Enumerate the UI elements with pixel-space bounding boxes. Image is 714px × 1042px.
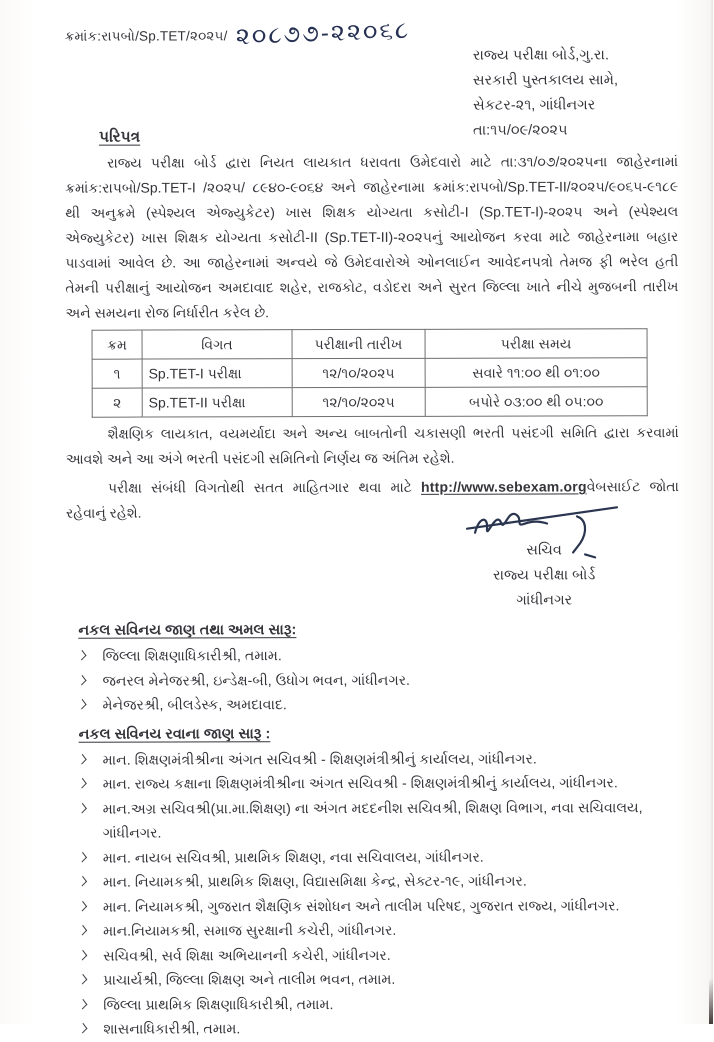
- cc-info-item-text: શાસનાધિકારીશ્રી, તમામ.: [103, 1021, 241, 1038]
- table-row: [92, 387, 647, 417]
- org-address-line2: સેકટર-૨૧, ગાંધીનગર: [472, 97, 596, 114]
- list-item: [79, 1016, 680, 1042]
- cc-info-item-text: માન. નાયબ સચિવશ્રી, પ્રાથમિક શિક્ષણ, નવા સચિવાલય, ગાંધીનગર.: [102, 849, 484, 867]
- signatory-org: રાજ્ય પરીક્ષા બોર્ડ: [492, 567, 596, 584]
- header-time: પરીક્ષા સમય: [425, 329, 647, 359]
- cell-serial: ૧: [92, 359, 142, 388]
- body-paragraph-1: રાજ્ય પરીક્ષા બોર્ડ દ્વારા નિયત લાયકાત ધરાવતા ઉમેદવારો માટે તા:૩૧/૦૭/૨૦૨૫ના જાહેરનામાં ક્રમાંક:રાપબો/Sp.TET-I /૨૦૨૫/ ૮૯૪૦-૯૦૬૪ અને જાહેરનામા ક્રમાંક:રાપબો/Sp.TET-II/૨૦૨૫/૯૦૬૫-૯૧૮૯ થી અનુક્રમે (સ્પેશ્યલ એજ્યુકેટર) ખાસ શિક્ષક યોગ્યતા કસોટી-I (Sp.TET-I)-૨૦૨૫ અને (સ્પેશ્યલ એજ્યુકેટર) ખાસ શિક્ષક યોગ્યતા કસોટી-II (Sp.TET-II)-૨૦૨૫નું આયોજન કરવા માટે જાહેરનામા બહાર પાડવામાં આવેલ છે. આ જાહેરનામાં અન્વયે જે ઉમેદવારોએ ઓનલાઈન આવેદનપત્રો તેમજ ફી ભરેલ હતી તેમની પરીક્ષાનું આયોજન અમદાવાદ શહેર, રાજકોટ, વડોદરા અને સુરત જિલ્લા ખાતે નીચે મુજબની તારીખ અને સમયના રોજ નિર્ધારીત કરેલ છે.: [65, 153, 679, 321]
- letterhead-address-block: [473, 43, 678, 144]
- arrow-bullet-icon: [79, 771, 91, 796]
- arrow-bullet-icon: [78, 643, 90, 668]
- cc-info-item-text: જિલ્લા પ્રાથમિક શિક્ષણાધિકારીશ્રી, તમામ.: [103, 996, 334, 1014]
- list-item: [78, 668, 679, 694]
- cc-info-item-text: માન. નિયામકશ્રી, પ્રાથમિક શિક્ષણ, વિદ્યાસમિક્ષા કેન્દ્ર, સેક્ટર-૧૯, ગાંધીનગર.: [102, 873, 527, 891]
- paragraph-3-text-before: પરીક્ષા સંબંધી વિગતોથી સતત માહિતગાર થવા માટે: [107, 478, 422, 496]
- circular-heading: પરિપત્ર: [98, 128, 141, 146]
- cell-time: સવારે ૧૧:૦૦ થી ૦૧:૦૦: [425, 358, 647, 388]
- signature-block: [435, 494, 653, 614]
- arrow-bullet-icon: [79, 942, 91, 967]
- list-item: [78, 643, 679, 669]
- cc-info-item-text: માન.અગ્ર સચિવશ્રી(પ્રા.મા.શિક્ષણ) ના અંગત મદદનીશ સચિવશ્રી, શિક્ષણ વિભાગ, નવા સચિવાલય, ગાંધીનગર.: [102, 799, 643, 842]
- list-item: [78, 692, 679, 718]
- signatory-designation: સચિવ: [526, 542, 562, 559]
- arrow-bullet-icon: [79, 844, 91, 869]
- header-serial: ક્રમ: [92, 330, 142, 359]
- list-item: [79, 918, 680, 944]
- cc-info-item-text: સચિવશ્રી, સર્વ શિક્ષા અભિયાનની કચેરી, ગાંધીનગર.: [103, 947, 391, 965]
- list-item: [79, 894, 680, 920]
- list-item: [79, 869, 680, 895]
- exam-schedule-table: [92, 328, 648, 417]
- cc-action-item-text: જનરલ મેનેજરશ્રી, ઇન્ડેક્ષ-બી, ઉધોગ ભવન, ગાંધીનગર.: [102, 672, 411, 690]
- list-item: [79, 845, 680, 871]
- cell-time: બપોરે ૦૩:૦૦ થી ૦૫:૦૦: [425, 387, 647, 417]
- letter-date: તા:૧૫/૦૯/૨૦૨૫: [472, 122, 568, 139]
- reference-number-handwritten: ૨૦૮૭૭-૨૨૦૬૮: [235, 16, 411, 51]
- arrow-bullet-icon: [79, 893, 91, 918]
- list-item: [79, 967, 680, 993]
- list-item: [79, 992, 680, 1018]
- cc-info-item-text: માન. નિયામકશ્રી, ગુજરાત શૈક્ષણિક સંશોધન અને તાલીમ પરિષદ, ગુજરાત રાજ્ય, ગાંધીનગર.: [103, 897, 620, 916]
- arrow-bullet-icon: [79, 918, 91, 943]
- cc-info-heading: નકલ સવિનય રવાના જાણ સારૂ :: [78, 725, 271, 743]
- arrow-bullet-icon: [79, 1016, 91, 1041]
- cc-action-item-text: મેનેજરશ્રી, બીલડેસ્ક, અમદાવાદ.: [102, 697, 287, 714]
- website-url: http://www.sebexam.org: [420, 478, 587, 495]
- cc-info-item-text: માન.નિયામકશ્રી, સમાજ સુરક્ષાની કચેરી, ગાંધીનગર.: [103, 922, 397, 940]
- cell-serial: ૨: [92, 388, 142, 417]
- table-header-row: [92, 329, 647, 359]
- cc-action-heading: નકલ સવિનય જાણ તથા અમલ સારૂ:: [78, 622, 297, 639]
- cell-detail: Sp.TET-II પરીક્ષા: [142, 388, 292, 417]
- list-item: [79, 943, 680, 969]
- header-detail: વિગત: [142, 330, 292, 359]
- cell-date: ૧૨/૧૦/૨૦૨૫: [292, 358, 425, 387]
- cc-info-section: [79, 725, 681, 1042]
- org-address-line1: સરકારી પુસ્તકાલય સામે,: [472, 72, 619, 89]
- reference-number-printed: ક્રમાંક:રાપબો/Sp.TET/૨૦૨૫/: [64, 28, 228, 44]
- cc-info-item-text: પ્રાચાર્યશ્રી, જિલ્લા શિક્ષણ અને તાલીમ ભવન, તમામ.: [103, 971, 396, 989]
- body-paragraph-2: શૈક્ષણિક લાયકાત, વયમર્યાદા અને અન્ય બાબતોની ચકાસણી ભરતી પસંદગી સમિતિ દ્વારા કરવામાં આવશે અને આ અંગે ભરતી પસંદગી સમિતિનો નિર્ણય જ અંતિમ રહેશે.: [65, 424, 679, 467]
- arrow-bullet-icon: [78, 667, 90, 692]
- arrow-bullet-icon: [79, 869, 91, 894]
- org-name: રાજ્ય પરીક્ષા બોર્ડ,ગુ.રા.: [472, 47, 609, 64]
- list-item: [79, 771, 680, 797]
- cc-action-item-text: જિલ્લા શિક્ષણાધિકારીશ્રી, તમામ.: [102, 648, 282, 665]
- paragraph-3-text-after: વેબસાઈટ જોતા રહેવાનું રહેશે.: [65, 478, 679, 521]
- scan-edge-shadow: [710, 0, 713, 1024]
- arrow-bullet-icon: [79, 795, 91, 820]
- cc-action-section: [78, 621, 679, 718]
- arrow-bullet-icon: [79, 991, 91, 1016]
- scan-corner-artifact: [709, 978, 713, 1024]
- arrow-bullet-icon: [78, 692, 90, 717]
- table-row: [92, 358, 647, 388]
- list-item: [79, 796, 680, 847]
- cell-detail: Sp.TET-I પરીક્ષા: [142, 359, 292, 388]
- arrow-bullet-icon: [79, 746, 91, 771]
- cc-info-item-text: માન. રાજ્ય કક્ષાના શિક્ષણમંત્રીશ્રીના અંગત સચિવશ્રી - શિક્ષણમંત્રીશ્રીનું કાર્યાલય, ગાંધીનગર.: [102, 775, 618, 793]
- header-date: પરીક્ષાની તારીખ: [292, 329, 425, 358]
- cell-date: ૧૨/૧૦/૨૦૨૫: [292, 387, 425, 416]
- signatory-place: ગાંધીનગર: [516, 592, 573, 609]
- arrow-bullet-icon: [79, 967, 91, 992]
- list-item: [79, 747, 680, 773]
- cc-info-item-text: માન. શિક્ષણમંત્રીશ્રીના અંગત સચિવશ્રી - શિક્ષણમંત્રીશ્રીનું કાર્યાલય, ગાંધીનગર.: [102, 751, 537, 769]
